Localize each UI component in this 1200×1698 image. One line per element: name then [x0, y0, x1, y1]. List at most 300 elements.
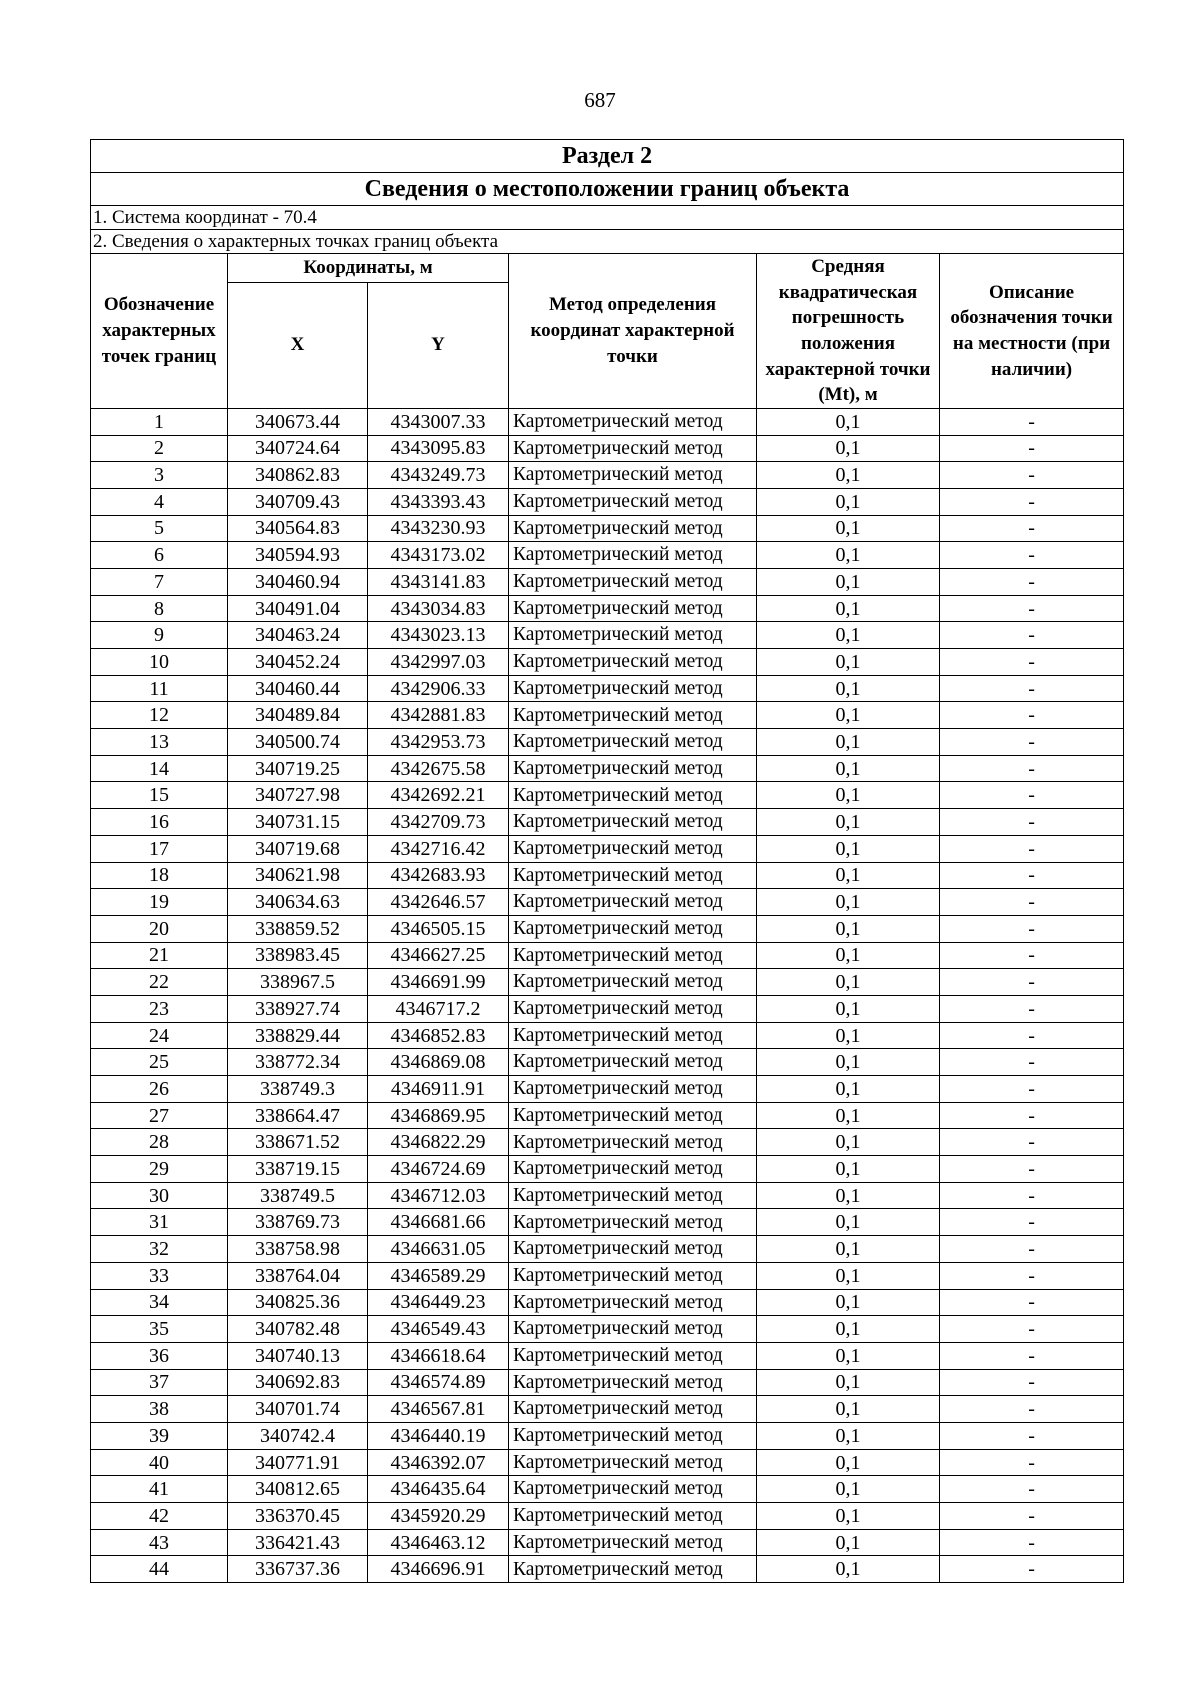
- y-coordinate-cell: 4346717.2: [368, 995, 509, 1022]
- error-cell: 0,1: [757, 1022, 940, 1049]
- table-row: [91, 1476, 1124, 1503]
- table-row: [91, 408, 1124, 435]
- description-cell: -: [940, 1529, 1124, 1556]
- x-coordinate-cell: 340771.91: [228, 1449, 368, 1476]
- point-number-cell: 34: [91, 1289, 228, 1316]
- x-coordinate-cell: 340564.83: [228, 515, 368, 542]
- table-row: [91, 649, 1124, 676]
- table-row: [91, 1529, 1124, 1556]
- table-row: [91, 969, 1124, 996]
- x-coordinate-cell: 340594.93: [228, 542, 368, 569]
- method-cell: Картометрический метод: [509, 1182, 757, 1209]
- x-coordinate-cell: 340463.24: [228, 622, 368, 649]
- error-cell: 0,1: [757, 1049, 940, 1076]
- table-row: [91, 1369, 1124, 1396]
- point-number-cell: 38: [91, 1396, 228, 1423]
- y-coordinate-cell: 4346696.91: [368, 1556, 509, 1583]
- point-number-cell: 36: [91, 1342, 228, 1369]
- method-cell: Картометрический метод: [509, 1556, 757, 1583]
- description-cell: -: [940, 1102, 1124, 1129]
- point-number-cell: 22: [91, 969, 228, 996]
- method-cell: Картометрический метод: [509, 1129, 757, 1156]
- description-cell: -: [940, 782, 1124, 809]
- description-cell: -: [940, 622, 1124, 649]
- description-cell: -: [940, 675, 1124, 702]
- method-cell: Картометрический метод: [509, 1342, 757, 1369]
- x-coordinate-cell: 340701.74: [228, 1396, 368, 1423]
- error-cell: 0,1: [757, 408, 940, 435]
- point-number-cell: 18: [91, 862, 228, 889]
- description-cell: -: [940, 1076, 1124, 1103]
- y-coordinate-cell: 4343034.83: [368, 595, 509, 622]
- y-coordinate-cell: 4346392.07: [368, 1449, 509, 1476]
- method-cell: Картометрический метод: [509, 1503, 757, 1530]
- point-number-cell: 40: [91, 1449, 228, 1476]
- point-number-cell: 32: [91, 1236, 228, 1263]
- y-coordinate-cell: 4346631.05: [368, 1236, 509, 1263]
- y-coordinate-cell: 4346505.15: [368, 915, 509, 942]
- error-cell: 0,1: [757, 942, 940, 969]
- error-cell: 0,1: [757, 568, 940, 595]
- x-coordinate-cell: 338983.45: [228, 942, 368, 969]
- point-number-cell: 6: [91, 542, 228, 569]
- table-row: [91, 915, 1124, 942]
- description-cell: -: [940, 1369, 1124, 1396]
- description-cell: -: [940, 1156, 1124, 1183]
- error-cell: 0,1: [757, 1556, 940, 1583]
- points-table-body: [91, 408, 1124, 1582]
- point-number-cell: 37: [91, 1369, 228, 1396]
- table-row: [91, 595, 1124, 622]
- method-cell: Картометрический метод: [509, 1449, 757, 1476]
- x-coordinate-cell: 340460.94: [228, 568, 368, 595]
- table-row: [91, 862, 1124, 889]
- table-row: [91, 1422, 1124, 1449]
- page-number: 687: [584, 88, 616, 112]
- error-cell: 0,1: [757, 969, 940, 996]
- point-number-cell: 21: [91, 942, 228, 969]
- point-number-cell: 17: [91, 835, 228, 862]
- table-row: [91, 622, 1124, 649]
- point-number-cell: 28: [91, 1129, 228, 1156]
- description-cell: -: [940, 942, 1124, 969]
- point-number-cell: 8: [91, 595, 228, 622]
- method-cell: Картометрический метод: [509, 942, 757, 969]
- y-coordinate-cell: 4346618.64: [368, 1342, 509, 1369]
- y-coordinate-cell: 4346681.66: [368, 1209, 509, 1236]
- method-cell: Картометрический метод: [509, 809, 757, 836]
- x-coordinate-cell: 340812.65: [228, 1476, 368, 1503]
- description-cell: -: [940, 809, 1124, 836]
- description-cell: -: [940, 1316, 1124, 1343]
- error-cell: 0,1: [757, 675, 940, 702]
- description-cell: -: [940, 1209, 1124, 1236]
- point-number-cell: 16: [91, 809, 228, 836]
- y-coordinate-cell: 4342997.03: [368, 649, 509, 676]
- point-number-cell: 30: [91, 1182, 228, 1209]
- point-number-cell: 26: [91, 1076, 228, 1103]
- x-coordinate-cell: 340724.64: [228, 435, 368, 462]
- method-cell: Картометрический метод: [509, 1049, 757, 1076]
- y-coordinate-cell: 4346724.69: [368, 1156, 509, 1183]
- x-coordinate-cell: 340452.24: [228, 649, 368, 676]
- method-cell: Картометрический метод: [509, 1476, 757, 1503]
- method-cell: Картометрический метод: [509, 1316, 757, 1343]
- error-cell: 0,1: [757, 1369, 940, 1396]
- description-cell: -: [940, 755, 1124, 782]
- description-cell: -: [940, 1556, 1124, 1583]
- header-error: Средняя квадратическая погрешность положения характерной точки (Mt), м: [757, 254, 940, 409]
- description-cell: -: [940, 1289, 1124, 1316]
- x-coordinate-cell: 340621.98: [228, 862, 368, 889]
- description-cell: -: [940, 595, 1124, 622]
- x-coordinate-cell: 338671.52: [228, 1129, 368, 1156]
- x-coordinate-cell: 340719.68: [228, 835, 368, 862]
- table-row: [91, 1556, 1124, 1583]
- point-number-cell: 43: [91, 1529, 228, 1556]
- point-number-cell: 4: [91, 488, 228, 515]
- description-cell: -: [940, 515, 1124, 542]
- description-cell: -: [940, 862, 1124, 889]
- error-cell: 0,1: [757, 782, 940, 809]
- table-row: [91, 1022, 1124, 1049]
- point-number-cell: 13: [91, 729, 228, 756]
- coordinate-system-line: 1. Система координат - 70.4: [91, 206, 1124, 230]
- point-number-cell: 7: [91, 568, 228, 595]
- error-cell: 0,1: [757, 649, 940, 676]
- error-cell: 0,1: [757, 755, 940, 782]
- error-cell: 0,1: [757, 889, 940, 916]
- point-number-cell: 5: [91, 515, 228, 542]
- table-row: [91, 1182, 1124, 1209]
- description-cell: -: [940, 1182, 1124, 1209]
- x-coordinate-cell: 340634.63: [228, 889, 368, 916]
- x-coordinate-cell: 338664.47: [228, 1102, 368, 1129]
- y-coordinate-cell: 4346574.89: [368, 1369, 509, 1396]
- method-cell: Картометрический метод: [509, 995, 757, 1022]
- x-coordinate-cell: 340862.83: [228, 462, 368, 489]
- point-number-cell: 15: [91, 782, 228, 809]
- y-coordinate-cell: 4346691.99: [368, 969, 509, 996]
- x-coordinate-cell: 340491.04: [228, 595, 368, 622]
- error-cell: 0,1: [757, 435, 940, 462]
- error-cell: 0,1: [757, 542, 940, 569]
- description-cell: -: [940, 995, 1124, 1022]
- point-number-cell: 1: [91, 408, 228, 435]
- y-coordinate-cell: 4346449.23: [368, 1289, 509, 1316]
- y-coordinate-cell: 4346435.64: [368, 1476, 509, 1503]
- method-cell: Картометрический метод: [509, 1422, 757, 1449]
- error-cell: 0,1: [757, 1449, 940, 1476]
- error-cell: 0,1: [757, 1209, 940, 1236]
- y-coordinate-cell: 4342953.73: [368, 729, 509, 756]
- description-cell: -: [940, 408, 1124, 435]
- method-cell: Картометрический метод: [509, 1236, 757, 1263]
- description-cell: -: [940, 435, 1124, 462]
- x-coordinate-cell: 340709.43: [228, 488, 368, 515]
- x-coordinate-cell: 336737.36: [228, 1556, 368, 1583]
- header-description: Описание обозначения точки на местности (при наличии): [940, 254, 1124, 409]
- error-cell: 0,1: [757, 462, 940, 489]
- method-cell: Картометрический метод: [509, 915, 757, 942]
- x-coordinate-cell: 338749.3: [228, 1076, 368, 1103]
- y-coordinate-cell: 4346627.25: [368, 942, 509, 969]
- error-cell: 0,1: [757, 835, 940, 862]
- table-row: [91, 995, 1124, 1022]
- x-coordinate-cell: 340727.98: [228, 782, 368, 809]
- x-coordinate-cell: 340460.44: [228, 675, 368, 702]
- method-cell: Картометрический метод: [509, 889, 757, 916]
- error-cell: 0,1: [757, 488, 940, 515]
- description-cell: -: [940, 1049, 1124, 1076]
- description-cell: -: [940, 702, 1124, 729]
- table-row: [91, 729, 1124, 756]
- description-cell: -: [940, 729, 1124, 756]
- x-coordinate-cell: 340825.36: [228, 1289, 368, 1316]
- point-number-cell: 14: [91, 755, 228, 782]
- y-coordinate-cell: 4342692.21: [368, 782, 509, 809]
- error-cell: 0,1: [757, 1529, 940, 1556]
- description-cell: -: [940, 889, 1124, 916]
- point-number-cell: 41: [91, 1476, 228, 1503]
- description-cell: -: [940, 969, 1124, 996]
- y-coordinate-cell: 4345920.29: [368, 1503, 509, 1530]
- description-cell: -: [940, 1262, 1124, 1289]
- x-coordinate-cell: 340742.4: [228, 1422, 368, 1449]
- method-cell: Картометрический метод: [509, 1289, 757, 1316]
- method-cell: Картометрический метод: [509, 515, 757, 542]
- method-cell: Картометрический метод: [509, 862, 757, 889]
- x-coordinate-cell: 338764.04: [228, 1262, 368, 1289]
- table-row: [91, 435, 1124, 462]
- x-coordinate-cell: 338829.44: [228, 1022, 368, 1049]
- table-row: [91, 782, 1124, 809]
- table-row: [91, 542, 1124, 569]
- method-cell: Картометрический метод: [509, 729, 757, 756]
- x-coordinate-cell: 338749.5: [228, 1182, 368, 1209]
- y-coordinate-cell: 4346911.91: [368, 1076, 509, 1103]
- point-number-cell: 20: [91, 915, 228, 942]
- point-number-cell: 35: [91, 1316, 228, 1343]
- point-number-cell: 27: [91, 1102, 228, 1129]
- error-cell: 0,1: [757, 1102, 940, 1129]
- table-row: [91, 1049, 1124, 1076]
- x-coordinate-cell: 340740.13: [228, 1342, 368, 1369]
- section-heading: Раздел 2: [91, 140, 1124, 173]
- point-number-cell: 25: [91, 1049, 228, 1076]
- error-cell: 0,1: [757, 729, 940, 756]
- table-row: [91, 1076, 1124, 1103]
- description-cell: -: [940, 649, 1124, 676]
- method-cell: Картометрический метод: [509, 782, 757, 809]
- x-coordinate-cell: 338772.34: [228, 1049, 368, 1076]
- table-row: [91, 702, 1124, 729]
- method-cell: Картометрический метод: [509, 1102, 757, 1129]
- y-coordinate-cell: 4342881.83: [368, 702, 509, 729]
- description-cell: -: [940, 1129, 1124, 1156]
- table-row: [91, 1129, 1124, 1156]
- error-cell: 0,1: [757, 1236, 940, 1263]
- y-coordinate-cell: 4343230.93: [368, 515, 509, 542]
- description-cell: -: [940, 462, 1124, 489]
- method-cell: Картометрический метод: [509, 702, 757, 729]
- description-cell: -: [940, 568, 1124, 595]
- y-coordinate-cell: 4346869.95: [368, 1102, 509, 1129]
- table-row: [91, 1342, 1124, 1369]
- y-coordinate-cell: 4342646.57: [368, 889, 509, 916]
- error-cell: 0,1: [757, 1316, 940, 1343]
- x-coordinate-cell: 338769.73: [228, 1209, 368, 1236]
- table-row: [91, 835, 1124, 862]
- y-coordinate-cell: 4346589.29: [368, 1262, 509, 1289]
- error-cell: 0,1: [757, 1289, 940, 1316]
- error-cell: 0,1: [757, 595, 940, 622]
- header-designation: Обозначение характерных точек границ: [91, 254, 228, 409]
- table-row: [91, 1209, 1124, 1236]
- y-coordinate-cell: 4342675.58: [368, 755, 509, 782]
- error-cell: 0,1: [757, 1262, 940, 1289]
- x-coordinate-cell: 340673.44: [228, 408, 368, 435]
- error-cell: 0,1: [757, 1156, 940, 1183]
- error-cell: 0,1: [757, 622, 940, 649]
- point-number-cell: 11: [91, 675, 228, 702]
- method-cell: Картометрический метод: [509, 1156, 757, 1183]
- table-row: [91, 1503, 1124, 1530]
- description-cell: -: [940, 1422, 1124, 1449]
- table-row: [91, 675, 1124, 702]
- method-cell: Картометрический метод: [509, 1369, 757, 1396]
- description-cell: -: [940, 1476, 1124, 1503]
- point-number-cell: 19: [91, 889, 228, 916]
- y-coordinate-cell: 4343095.83: [368, 435, 509, 462]
- method-cell: Картометрический метод: [509, 649, 757, 676]
- point-number-cell: 24: [91, 1022, 228, 1049]
- point-number-cell: 12: [91, 702, 228, 729]
- boundary-points-table: [90, 139, 1124, 1583]
- error-cell: 0,1: [757, 1182, 940, 1209]
- error-cell: 0,1: [757, 1476, 940, 1503]
- point-number-cell: 29: [91, 1156, 228, 1183]
- error-cell: 0,1: [757, 915, 940, 942]
- point-number-cell: 10: [91, 649, 228, 676]
- error-cell: 0,1: [757, 1076, 940, 1103]
- method-cell: Картометрический метод: [509, 835, 757, 862]
- error-cell: 0,1: [757, 702, 940, 729]
- x-coordinate-cell: 338758.98: [228, 1236, 368, 1263]
- point-number-cell: 31: [91, 1209, 228, 1236]
- y-coordinate-cell: 4342683.93: [368, 862, 509, 889]
- y-coordinate-cell: 4346567.81: [368, 1396, 509, 1423]
- method-cell: Картометрический метод: [509, 568, 757, 595]
- y-coordinate-cell: 4346549.43: [368, 1316, 509, 1343]
- error-cell: 0,1: [757, 1342, 940, 1369]
- method-cell: Картометрический метод: [509, 622, 757, 649]
- method-cell: Картометрический метод: [509, 462, 757, 489]
- error-cell: 0,1: [757, 515, 940, 542]
- method-cell: Картометрический метод: [509, 1529, 757, 1556]
- table-row: [91, 462, 1124, 489]
- y-coordinate-cell: 4343249.73: [368, 462, 509, 489]
- error-cell: 0,1: [757, 1129, 940, 1156]
- x-coordinate-cell: 336370.45: [228, 1503, 368, 1530]
- x-coordinate-cell: 338859.52: [228, 915, 368, 942]
- description-cell: -: [940, 1236, 1124, 1263]
- method-cell: Картометрический метод: [509, 1076, 757, 1103]
- description-cell: -: [940, 1449, 1124, 1476]
- x-coordinate-cell: 338719.15: [228, 1156, 368, 1183]
- method-cell: Картометрический метод: [509, 1262, 757, 1289]
- description-cell: -: [940, 1396, 1124, 1423]
- y-coordinate-cell: 4346869.08: [368, 1049, 509, 1076]
- table-row: [91, 1156, 1124, 1183]
- table-row: [91, 1449, 1124, 1476]
- y-coordinate-cell: 4346463.12: [368, 1529, 509, 1556]
- y-coordinate-cell: 4343393.43: [368, 488, 509, 515]
- error-cell: 0,1: [757, 1422, 940, 1449]
- description-cell: -: [940, 1503, 1124, 1530]
- method-cell: Картометрический метод: [509, 755, 757, 782]
- x-coordinate-cell: 340489.84: [228, 702, 368, 729]
- method-cell: Картометрический метод: [509, 1396, 757, 1423]
- y-coordinate-cell: 4343141.83: [368, 568, 509, 595]
- table-row: [91, 889, 1124, 916]
- table-row: [91, 515, 1124, 542]
- y-coordinate-cell: 4346712.03: [368, 1182, 509, 1209]
- error-cell: 0,1: [757, 862, 940, 889]
- table-row: [91, 568, 1124, 595]
- table-row: [91, 809, 1124, 836]
- x-coordinate-cell: 340692.83: [228, 1369, 368, 1396]
- point-number-cell: 33: [91, 1262, 228, 1289]
- y-coordinate-cell: 4346852.83: [368, 1022, 509, 1049]
- document-title: Сведения о местоположении границ объекта: [91, 173, 1124, 206]
- method-cell: Картометрический метод: [509, 595, 757, 622]
- y-coordinate-cell: 4342716.42: [368, 835, 509, 862]
- description-cell: -: [940, 835, 1124, 862]
- point-number-cell: 23: [91, 995, 228, 1022]
- table-row: [91, 488, 1124, 515]
- x-coordinate-cell: 340500.74: [228, 729, 368, 756]
- header-method: Метод определения координат характерной точки: [509, 254, 757, 409]
- table-row: [91, 755, 1124, 782]
- y-coordinate-cell: 4346440.19: [368, 1422, 509, 1449]
- method-cell: Картометрический метод: [509, 435, 757, 462]
- point-number-cell: 9: [91, 622, 228, 649]
- description-cell: -: [940, 542, 1124, 569]
- table-row: [91, 1262, 1124, 1289]
- y-coordinate-cell: 4346822.29: [368, 1129, 509, 1156]
- point-number-cell: 42: [91, 1503, 228, 1530]
- x-coordinate-cell: 338927.74: [228, 995, 368, 1022]
- y-coordinate-cell: 4342709.73: [368, 809, 509, 836]
- point-number-cell: 3: [91, 462, 228, 489]
- point-number-cell: 2: [91, 435, 228, 462]
- table-row: [91, 1289, 1124, 1316]
- point-number-cell: 39: [91, 1422, 228, 1449]
- points-caption-line: 2. Сведения о характерных точках границ объекта: [91, 230, 1124, 254]
- error-cell: 0,1: [757, 1396, 940, 1423]
- method-cell: Картометрический метод: [509, 675, 757, 702]
- method-cell: Картометрический метод: [509, 488, 757, 515]
- header-x: X: [228, 282, 368, 408]
- method-cell: Картометрический метод: [509, 408, 757, 435]
- x-coordinate-cell: 340731.15: [228, 809, 368, 836]
- table-row: [91, 1396, 1124, 1423]
- table-row: [91, 1236, 1124, 1263]
- method-cell: Картометрический метод: [509, 542, 757, 569]
- method-cell: Картометрический метод: [509, 1022, 757, 1049]
- error-cell: 0,1: [757, 1503, 940, 1530]
